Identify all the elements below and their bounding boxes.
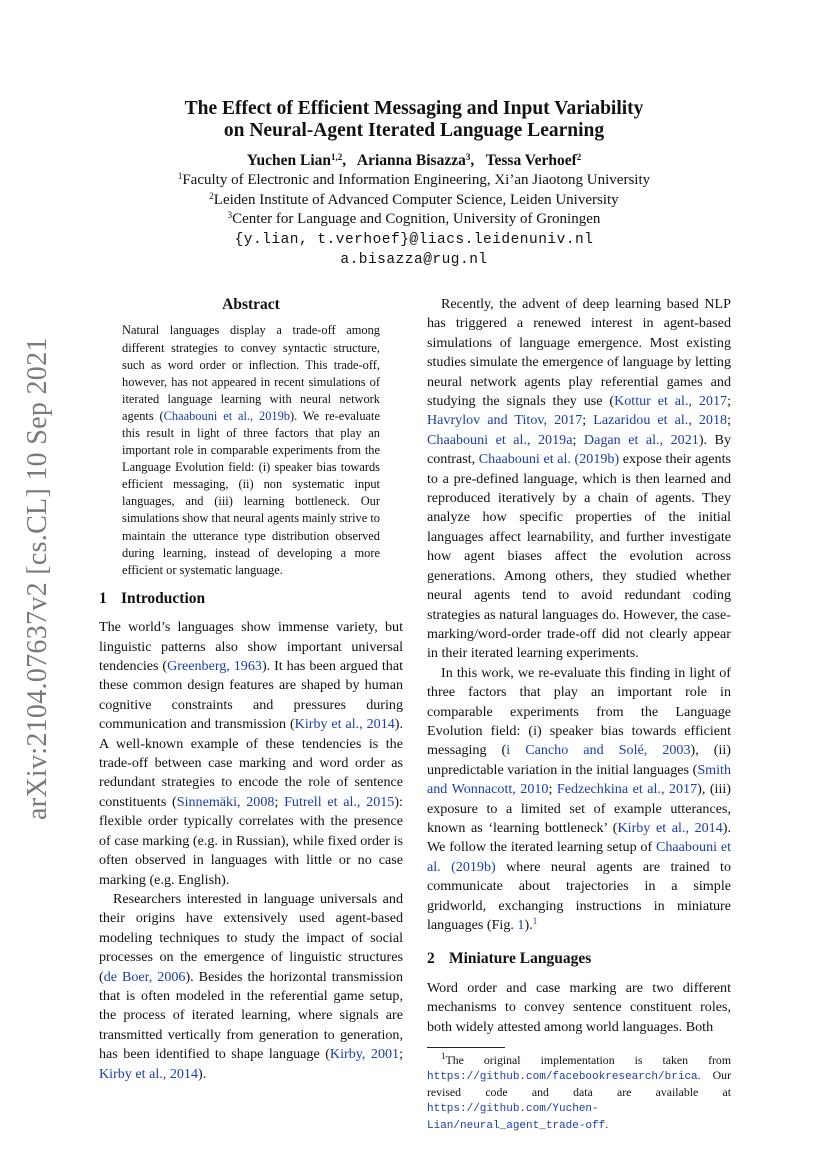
citation-link[interactable]: Fedzechkina et al., 2017 <box>556 781 698 798</box>
affiliation: $^1$Faculty of Electronic and Information Engineering, Xi’an Jiaotong University <box>177 171 651 188</box>
figure-link[interactable]: 1 <box>517 917 525 933</box>
citation-link[interactable]: Dagan et al., 2021 <box>583 431 699 448</box>
intro-paragraph: Recently, the advent of deep learning based NLP has triggered a renewed interest in agent-based simulations of language emergence. Most existing studies simulate the emergence of language by letting neural network agents play referential games and studying the signals they use (Kottur et al., 2017; Havrylov and Titov, 2017; Lazaridou et al., 2018; Chaabouni et al., 2019a; Dagan et al., 2021). By contrast, Chaabouni et al. (2019b) expose their agents to a pre-defined language, which is then learned and reproduced iteratively by a chain of agents. They analyze how specific properties of the initial languages affect learnability, and further investigate how agent biases affect the evolution across generations. Among others, they studied whether neural agents tend to avoid redundant coding strategies as natural languages do. However, the case-marking/word-order trade-off did not clearly appear in their iterated learning experiments. <box>427 296 731 662</box>
author-affiliation-mark: 1,2 <box>331 152 343 162</box>
citation-link[interactable]: Kirby et al., 2014 <box>294 716 395 733</box>
paper-header <box>100 98 728 270</box>
author-affiliation-mark: 3 <box>465 152 471 162</box>
footnote-url-link[interactable]: https://github.com/facebookresearch/brica <box>427 1071 698 1084</box>
citation-link[interactable]: Chaabouni et al. (2019b) <box>478 451 620 468</box>
citation-link[interactable]: Kottur et al., 2017 <box>614 393 728 410</box>
author-name: Tessa Verhoef <box>485 152 577 169</box>
abstract-heading: Abstract <box>222 296 280 313</box>
citation-link[interactable]: Sinnemäki, 2008 <box>176 793 275 810</box>
author-name: Yuchen Lian <box>246 152 332 169</box>
footnote: $^1$The original implementation is taken from https://github.com/facebookresearch/brica. Our revised code and data are available at https://github.com/Yuchen-Lian/neural_agent_trade-off. <box>427 1051 731 1133</box>
citation-link[interactable]: Chaabouni et al. (2019b) <box>427 839 732 875</box>
affiliation: $^3$Center for Language and Cognition, University of Groningen <box>227 210 601 227</box>
citation-link[interactable]: Havrylov and Titov, 2017 <box>427 412 583 429</box>
section-heading-introduction: 1 Introduction <box>99 589 206 607</box>
footnote-url-link[interactable]: https://github.com/Yuchen-Lian/neural_agent_trade-off <box>427 1103 606 1133</box>
citation-link[interactable]: Futrell et al., 2015 <box>284 793 395 810</box>
right-column <box>427 295 731 1134</box>
citation-link[interactable]: Kirby, 2001 <box>329 1046 400 1063</box>
citation-link[interactable]: Chaabouni et al., 2019b <box>163 408 291 423</box>
title-line-1: The Effect of Efficient Messaging and Input Variability <box>184 98 644 119</box>
author-email: a.bisazza@rug.nl <box>340 251 488 268</box>
citation-link[interactable]: Smith and Wonnacott, 2010 <box>427 761 731 798</box>
section-heading-miniature-languages: 2 Miniature Languages <box>427 950 592 968</box>
citation-link[interactable]: de Boer, 2006 <box>103 968 186 985</box>
intro-paragraph: Researchers interested in language universals and their origins have extensively used agent-based modeling techniques to study the impact of social processes on the emergence of linguistic structures (de Boer, 2006). Besides the horizontal transmission that is often modeled in the referential game setup, the process of iterated learning, where signals are transmitted vertically from generation to generation, has been identified to shape language (Kirby, 2001; Kirby et al., 2014). <box>99 890 404 1082</box>
intro-paragraph: The world’s languages show immense variety, but linguistic patterns also show important universal tendencies (Greenberg, 1963). It has been argued that these common design features are shaped by human cognitive constraints and pressures during communication and transmission (Kirby et al., 2014). A well-known example of these tendencies is the trade-off between case marking and word order as redundant strategies to encode the role of sentence constituents (Sinnemäki, 2008; Futrell et al., 2015): flexible order typically correlates with the presence of case marking (e.g. in Russian), while fixed order is often observed in languages with little or no case marking (e.g. English). <box>99 619 404 888</box>
footnote-divider <box>427 1047 505 1048</box>
citation-link[interactable]: Kirby et al., 2014 <box>617 819 723 836</box>
paper-title <box>100 98 728 142</box>
citation-link[interactable]: i Cancho and Solé, 2003 <box>506 742 691 759</box>
citation-link[interactable]: Chaabouni et al., 2019a <box>427 431 573 448</box>
citation-link[interactable]: Greenberg, 1963 <box>167 658 262 675</box>
title-line-2: on Neural-Agent Iterated Language Learning <box>223 120 605 141</box>
author-list: Yuchen Lian$^{1,2}$, Arianna Bisazza$^3$, Tessa Verhoef$^2$ <box>246 152 582 169</box>
section2-paragraph: Word order and case marking are two different mechanisms to convey sentence constituent roles, both widely attested among world languages. Both <box>427 979 731 1035</box>
citation-link[interactable]: Lazaridou et al., 2018 <box>593 412 728 429</box>
author-email: {y.lian, t.verhoef}@liacs.leidenuniv.nl <box>234 231 594 248</box>
citation-link[interactable]: Kirby et al., 2014 <box>99 1065 199 1082</box>
author-name: Arianna Bisazza <box>356 152 466 169</box>
left-column <box>99 295 403 1084</box>
affiliation: $^2$Leiden Institute of Advanced Computer Science, Leiden University <box>209 190 619 208</box>
intro-paragraph: In this work, we re-evaluate this finding in light of three factors that play an important role in comparable experiments from the Language Evolution field: (i) speaker bias towards efficient messaging (i Cancho and Solé, 2003), (ii) unpredictable variation in the initial languages (Smith and Wonnacott, 2010; Fedzechkina et al., 2017), (iii) exposure to a limited set of example utterances, known as ‘learning bottleneck’ (Kirby et al., 2014). We follow the iterated learning setup of Chaabouni et al. (2019b) where neural agents are trained to communicate about trajectories in a simple gridworld, exchanging instructions in miniature languages (Fig. 1).$^1$ <box>427 664 732 933</box>
author-affiliation-mark: 2 <box>576 152 582 162</box>
arxiv-identifier: arXiv:2104.07637v2 [cs.CL] 10 Sep 2021 <box>22 337 53 820</box>
abstract-text: Natural languages display a trade-off among different strategies to convey syntactic structure, such as word order or inflection. This trade-off, however, has not appeared in recent simulations of iterated language learning with neural network agents (Chaabouni et al., 2019b). We re-evaluate this result in light of three factors that play an important role in comparable experiments from the Language Evolution field: (i) speaker bias towards efficient messaging, (ii) non systematic input languages, and (iii) learning bottleneck. Our simulations show that neural agents mainly strive to maintain the utterance type distribution observed during learning, instead of developing a more efficient or systematic language. <box>122 323 380 577</box>
footnote-marker[interactable]: 1 <box>532 916 538 926</box>
